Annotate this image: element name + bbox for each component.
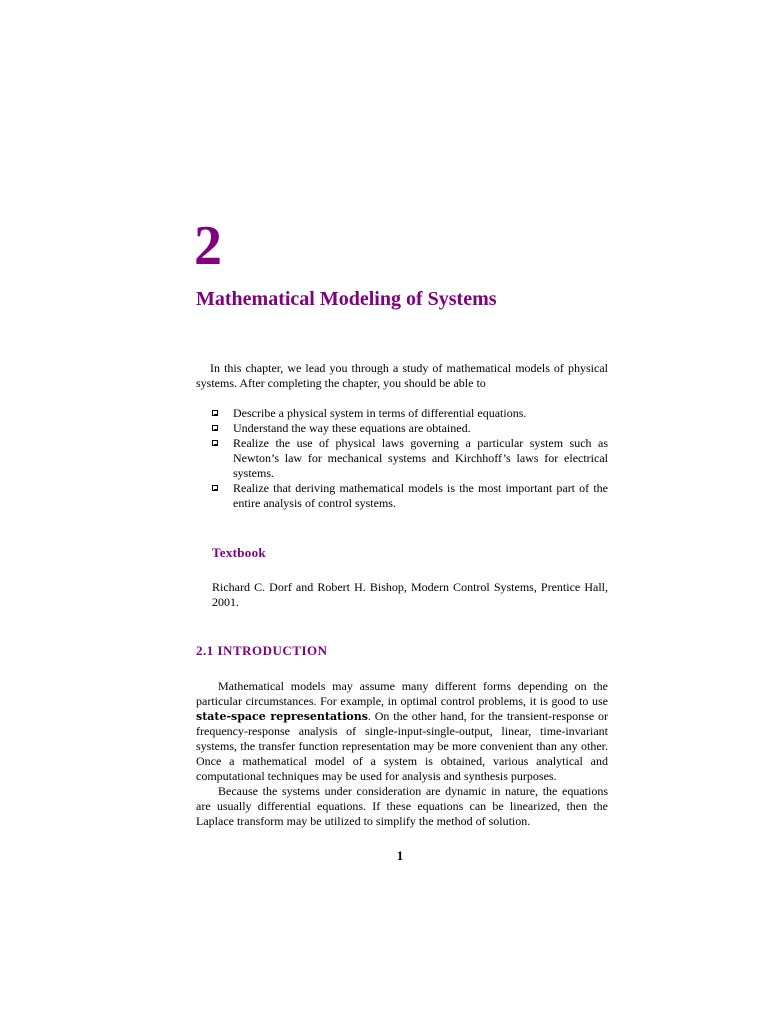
- intro-paragraph: In this chapter, we lead you through a study of mathematical models of physical systems. After completing the chapter, you should be able to: [196, 361, 608, 390]
- objective-text: Understand the way these equations are obtained.: [233, 421, 471, 435]
- objective-text: Describe a physical system in terms of differential equations.: [233, 406, 527, 420]
- bold-term: state-space representations: [196, 710, 368, 723]
- square-bullet-icon: [212, 410, 218, 416]
- objective-text: Realize that deriving mathematical models is the most important part of the entire analysis of control systems.: [233, 481, 608, 510]
- section-paragraph-2: Because the systems under consideration are dynamic in nature, the equations are usually differential equations. If these equations can be linearized, then the Laplace transform may be utilized to simplify the method of solution.: [196, 784, 608, 828]
- textbook-heading: Textbook: [212, 545, 266, 560]
- textbook-reference: Richard C. Dorf and Robert H. Bishop, Modern Control Systems, Prentice Hall, 2001.: [212, 580, 608, 609]
- chapter-title: Mathematical Modeling of Systems: [196, 288, 497, 310]
- section-body: [196, 679, 608, 829]
- square-bullet-icon: [212, 440, 218, 446]
- objective-item: [212, 421, 608, 436]
- chapter-number: 2: [194, 215, 222, 277]
- objective-item: [212, 481, 608, 511]
- paragraph-text: Mathematical models may assume many different forms depending on the particular circumstances. For example, in optimal control problems, it is good to use: [196, 679, 608, 708]
- page-number: 1: [396, 848, 404, 863]
- paragraph-text: . On the other hand, for the transient-response or frequency-response analysis of single-input-single-output, linear, time-invariant systems, the transfer function representation may be more convenient than any other. Once a mathematical model of a system is obtained, various analytical and computational techniques may be used for analysis and synthesis purposes.: [196, 709, 608, 783]
- objective-text: Realize the use of physical laws governing a particular system such as Newton’s law for mechanical systems and Kirchhoff’s laws for electrical systems.: [233, 436, 608, 480]
- square-bullet-icon: [212, 485, 218, 491]
- section-heading: 2.1 INTRODUCTION: [196, 643, 328, 658]
- objective-item: [212, 406, 608, 421]
- square-bullet-icon: [212, 425, 218, 431]
- objectives-list: [212, 406, 608, 511]
- section-paragraph-1: [196, 679, 608, 784]
- objective-item: [212, 436, 608, 481]
